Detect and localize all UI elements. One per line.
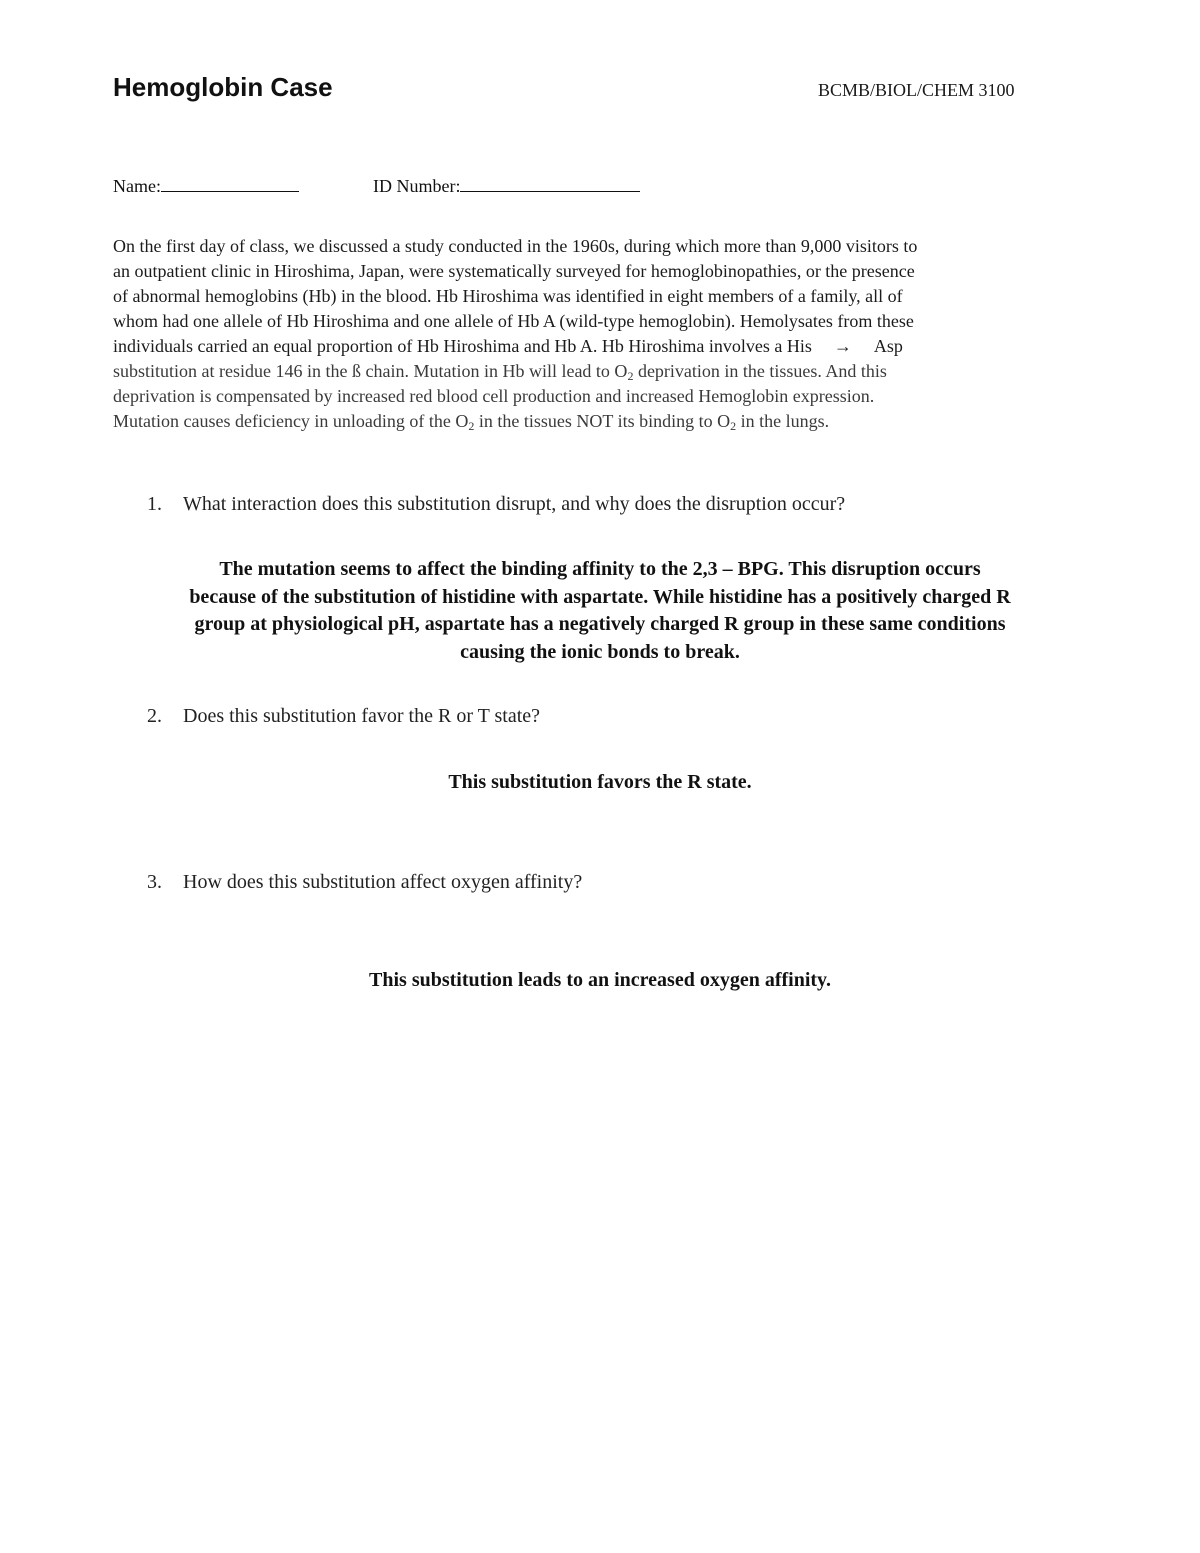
answer-line: This substitution favors the R state. [448,771,752,793]
intro-line: of abnormal hemoglobins (Hb) in the blood. Hb Hiroshima was identified in eight members of a family, all of [113,286,903,306]
name-field[interactable] [113,175,299,197]
subscript: 2 [468,419,475,433]
id-number-blank-line[interactable] [460,176,640,192]
right-arrow-icon: → [833,336,852,356]
question-2 [147,704,1087,728]
intro-text: Mutation causes deficiency in unloading of the O [113,411,469,431]
question-3 [147,870,1087,894]
intro-line [113,409,1083,434]
subscript: 2 [627,369,634,383]
intro-line [113,359,1083,384]
answer-line: group at physiological pH, aspartate has a negatively charged R group in these same conditions [194,613,1006,635]
intro-line [113,334,1083,359]
page-title: Hemoglobin Case [113,72,333,102]
answer-line: This substitution leads to an increased oxygen affinity. [369,969,831,991]
id-number-label: ID Number: [373,176,461,196]
question-text: What interaction does this substitution disrupt, and why does the disruption occur? [183,493,846,515]
answer-2 [100,769,1100,797]
intro-line: deprivation is compensated by increased red blood cell production and increased Hemoglobin expression. [113,386,875,406]
intro-text: deprivation in the tissues. And this [633,361,887,381]
student-fields [113,175,1093,199]
name-label: Name: [113,176,161,196]
course-code: BCMB/BIOL/CHEM 3100 [818,80,1015,100]
answer-line: because of the substitution of histidine with aspartate. While histidine has a positively charged R [189,585,1011,608]
intro-text: individuals carried an equal proportion of Hb Hiroshima and Hb A. Hb Hiroshima involves a His [113,336,812,356]
answer-1 [100,556,1100,666]
intro-text: substitution at residue 146 in the ß chain. Mutation in Hb will lead to O [113,361,628,381]
question-number: 3. [147,871,162,893]
intro-paragraph [113,234,1083,434]
intro-line: On the first day of class, we discussed a study conducted in the 1960s, during which more than 9,000 visitors to [113,236,918,256]
question-number: 1. [147,493,162,515]
name-blank-line[interactable] [161,176,299,192]
id-number-field[interactable] [373,175,640,197]
question-number: 2. [147,705,162,727]
answer-3 [100,967,1100,995]
intro-text: in the lungs. [736,411,830,431]
intro-text: in the tissues NOT its binding to O [474,411,731,431]
question-text: How does this substitution affect oxygen affinity? [183,871,583,893]
question-1 [147,492,1087,516]
question-text: Does this substitution favor the R or T state? [183,705,541,727]
intro-line: an outpatient clinic in Hiroshima, Japan, were systematically surveyed for hemoglobinopathies, or the presence [113,261,915,281]
intro-line: whom had one allele of Hb Hiroshima and one allele of Hb A (wild-type hemoglobin). Hemolysates from these [113,311,914,331]
intro-text: Asp [873,336,903,356]
answer-line: The mutation seems to affect the binding affinity to the 2,3 – BPG. This disruption occurs [219,558,981,580]
subscript: 2 [730,419,737,433]
answer-line: causing the ionic bonds to break. [460,640,740,663]
